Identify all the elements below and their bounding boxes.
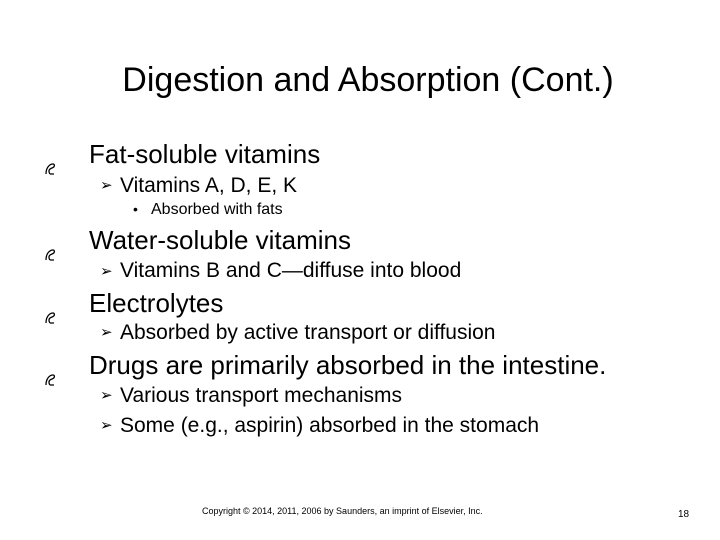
sub-sub-bullet-absorbed-with-fats: Absorbed with fats bbox=[151, 201, 283, 218]
script-bullet-icon bbox=[44, 311, 56, 325]
footer-copyright: Copyright © 2014, 2011, 2006 by Saunders, an imprint of Elsevier, Inc. bbox=[202, 506, 483, 516]
bullet-water-soluble-vitamins: Water-soluble vitamins bbox=[89, 225, 352, 255]
arrowhead-bullet-icon: ➢ bbox=[100, 324, 113, 341]
sub-bullet-vitamins-adek: Vitamins A, D, E, K bbox=[120, 174, 298, 197]
arrowhead-bullet-icon: ➢ bbox=[100, 417, 113, 434]
dot-bullet-icon: • bbox=[133, 201, 138, 217]
script-bullet-icon bbox=[44, 248, 56, 262]
arrowhead-bullet-icon: ➢ bbox=[100, 387, 113, 404]
bullet-drugs-absorbed: Drugs are primarily absorbed in the intestine. bbox=[89, 350, 607, 380]
page-number: 18 bbox=[678, 509, 690, 520]
sub-bullet-aspirin-stomach: Some (e.g., aspirin) absorbed in the stomach bbox=[120, 414, 540, 437]
arrowhead-bullet-icon: ➢ bbox=[100, 177, 113, 194]
script-bullet-icon bbox=[44, 373, 56, 387]
script-bullet-icon bbox=[44, 162, 56, 176]
sub-bullet-active-transport: Absorbed by active transport or diffusion bbox=[120, 321, 496, 344]
sub-bullet-vitamins-b-c: Vitamins B and C—diffuse into blood bbox=[120, 259, 462, 282]
sub-bullet-transport-mechanisms: Various transport mechanisms bbox=[120, 384, 403, 407]
bullet-electrolytes: Electrolytes bbox=[89, 288, 224, 318]
bullet-fat-soluble-vitamins: Fat-soluble vitamins bbox=[89, 139, 321, 169]
slide-title: Digestion and Absorption (Cont.) bbox=[122, 61, 614, 99]
arrowhead-bullet-icon: ➢ bbox=[100, 263, 113, 280]
